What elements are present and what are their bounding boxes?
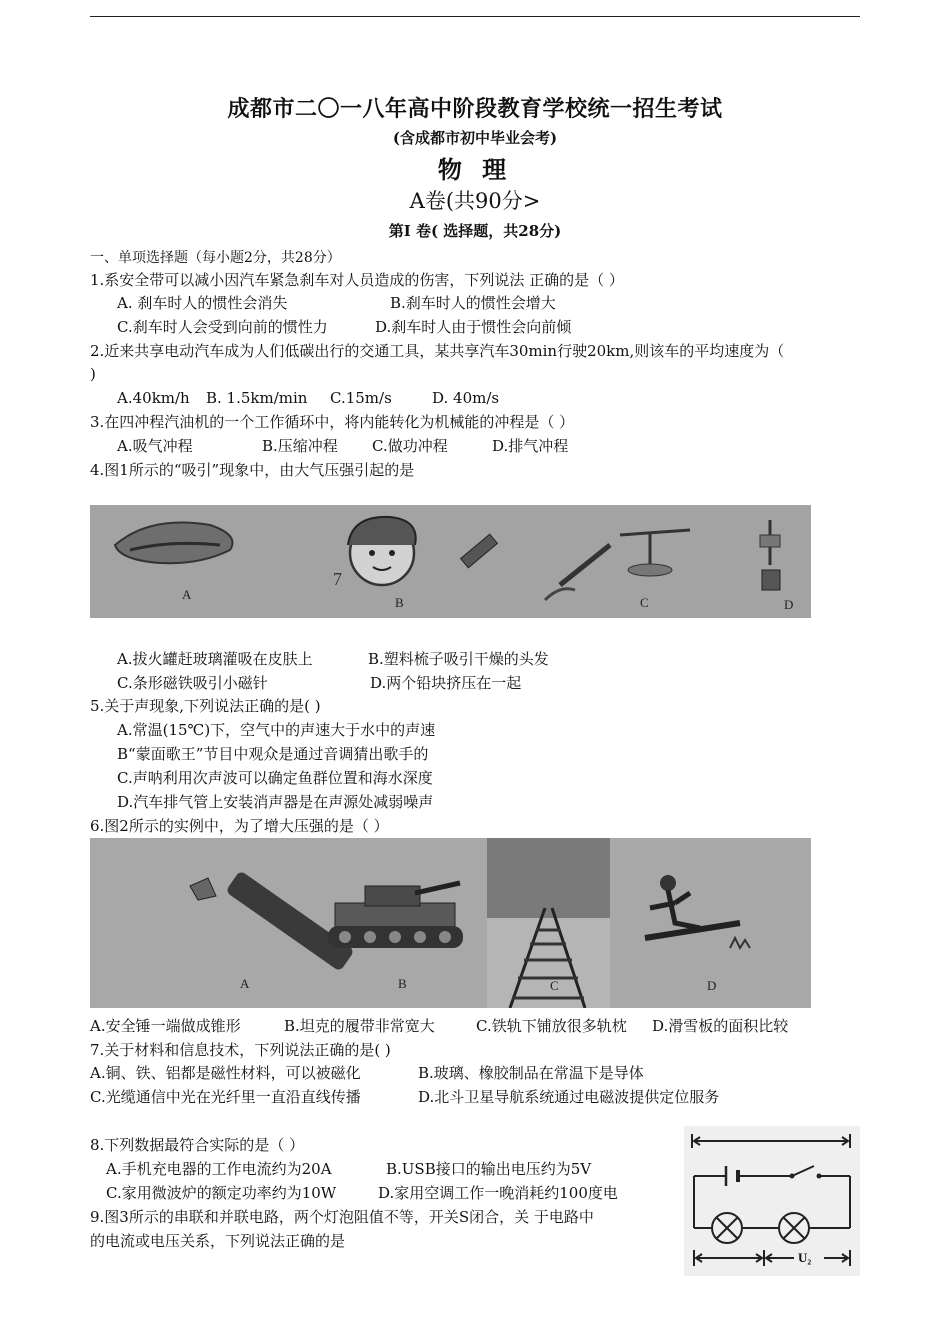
figure-2-photo xyxy=(90,838,811,1008)
figure-3-drawing xyxy=(684,1126,860,1276)
q6-option-a: A.安全锤一端做成锥形 xyxy=(90,1017,241,1035)
q9-stem-cont: 的电流或电压关系，下列说法正确的是 xyxy=(90,1232,346,1250)
q5-option-b: B“蒙面歌王”节目中观众是通过音调猜出歌手的 xyxy=(117,745,429,763)
figure-2-drawing xyxy=(90,838,811,1008)
q7-option-a: A.铜、铁、铝都是磁性材料，可以被磁化 xyxy=(90,1064,361,1082)
q4-option-b: B.塑料梳子吸引干燥的头发 xyxy=(368,650,549,668)
q7-option-c: C.光缆通信中光在光纤里一直沿直线传播 xyxy=(90,1088,361,1106)
q4-option-a: A.拔火罐赶玻璃灌吸在皮肤上 xyxy=(117,650,313,668)
q8-option-a: A.手机充电器的工作电流约为20A xyxy=(106,1160,332,1178)
q3-option-b: B.压缩冲程 xyxy=(262,437,338,455)
q2-stem: 2.近来共享电动汽车成为人们低碳出行的交通工具，某共享汽车30min行驶20km,则该车的平均速度为（ xyxy=(90,342,785,360)
q5-option-d: D.汽车排气管上安装消声器是在声源处减弱噪声 xyxy=(117,793,434,811)
q6-option-b: B.坦克的履带非常宽大 xyxy=(284,1017,435,1035)
q3-stem: 3.在四冲程汽油机的一个工作循环中，将内能转化为机械能的冲程是（ ） xyxy=(90,413,575,431)
q3-option-c: C.做功冲程 xyxy=(372,437,448,455)
section-heading: 一、单项选择题（每小题2分，共28分） xyxy=(90,250,341,266)
figure-3-label-u2: U₂ xyxy=(798,1250,812,1265)
part-title: 第Ⅰ 卷( 选择题，共28分) xyxy=(388,222,562,240)
figure-2-label-b: B xyxy=(398,976,407,991)
q2-option-c: C.15m/s xyxy=(330,389,392,407)
q6-stem: 6.图2所示的实例中，为了增大压强的是（ ） xyxy=(90,817,389,835)
q7-option-d: D.北斗卫星导航系统通过电磁波提供定位服务 xyxy=(418,1088,720,1106)
q9-stem: 9.图3所示的串联和并联电路，两个灯泡阻值不等，开关S闭合，关 于电路中 xyxy=(90,1208,594,1226)
figure-1-label-a: A xyxy=(182,587,192,602)
q8-option-c: C.家用微波炉的额定功率约为10W xyxy=(106,1184,337,1202)
q1-option-b: B.刹车时人的惯性会增大 xyxy=(390,294,556,312)
subject-title: 物 理 xyxy=(437,155,513,184)
q1-option-c: C.刹车时人会受到向前的惯性力 xyxy=(117,318,328,336)
figure-2-label-d: D xyxy=(707,978,717,993)
q2-option-a: A.40km/h xyxy=(117,389,190,407)
q2-option-d: D. 40m/s xyxy=(432,389,500,407)
q3-option-a: A.吸气冲程 xyxy=(117,437,193,455)
q4-option-d: D.两个铅块挤压在一起 xyxy=(370,674,522,692)
q1-option-d: D.刹车时人由于惯性会向前倾 xyxy=(375,318,572,336)
q8-option-d: D.家用空调工作一晚消耗约100度电 xyxy=(378,1184,618,1202)
figure-1-label-c: C xyxy=(640,595,649,610)
q7-option-b: B.玻璃、橡胶制品在常温下是导体 xyxy=(418,1064,644,1082)
q7-stem: 7.关于材料和信息技术，下列说法正确的是( ) xyxy=(90,1041,391,1059)
q5-option-c: C.声呐利用次声波可以确定鱼群位置和海水深度 xyxy=(117,769,433,787)
q6-option-c: C.铁轨下铺放很多轨枕 xyxy=(476,1017,627,1035)
q2-option-b: B. 1.5km/min xyxy=(206,389,308,407)
svg-text:7: 7 xyxy=(333,569,342,589)
figure-1-photo xyxy=(90,505,811,618)
q2-stem-cont: ) xyxy=(90,365,96,383)
q6-option-d: D.滑雪板的面积比较 xyxy=(652,1017,789,1035)
exam-title: 成都市二〇一八年高中阶段教育学校统一招生考试 xyxy=(227,96,723,122)
figure-3-circuit xyxy=(684,1126,860,1276)
q4-option-c: C.条形磁铁吸引小磁针 xyxy=(117,674,268,692)
exam-subtitle: (含成都市初中毕业会考) xyxy=(392,129,558,147)
q1-option-a: A. 刹车时人的惯性会消失 xyxy=(117,294,288,312)
q3-option-d: D.排气冲程 xyxy=(492,437,569,455)
q4-stem: 4.图1所示的“吸引”现象中，由大气压强引起的是 xyxy=(90,461,415,479)
q8-stem: 8.下列数据最符合实际的是（ ） xyxy=(90,1136,305,1154)
q1-stem: 1.系安全带可以减小因汽车紧急刹车对人员造成的伤害，下列说法 正确的是（ ） xyxy=(90,271,624,289)
figure-2-label-c: C xyxy=(550,978,559,993)
q5-option-a: A.常温(15℃)下，空气中的声速大于水中的声速 xyxy=(117,721,436,739)
figure-2-label-a: A xyxy=(240,976,250,991)
q8-option-b: B.USB接口的输出电压约为5V xyxy=(386,1160,592,1178)
top-rule xyxy=(90,16,860,17)
figure-1-label-b: B xyxy=(395,595,404,610)
figure-1-label-d: D xyxy=(784,597,794,612)
figure-1-drawing xyxy=(90,505,811,618)
volume-title: A卷(共90分> xyxy=(409,189,541,213)
q5-stem: 5.关于声现象,下列说法正确的是( ) xyxy=(90,697,321,715)
